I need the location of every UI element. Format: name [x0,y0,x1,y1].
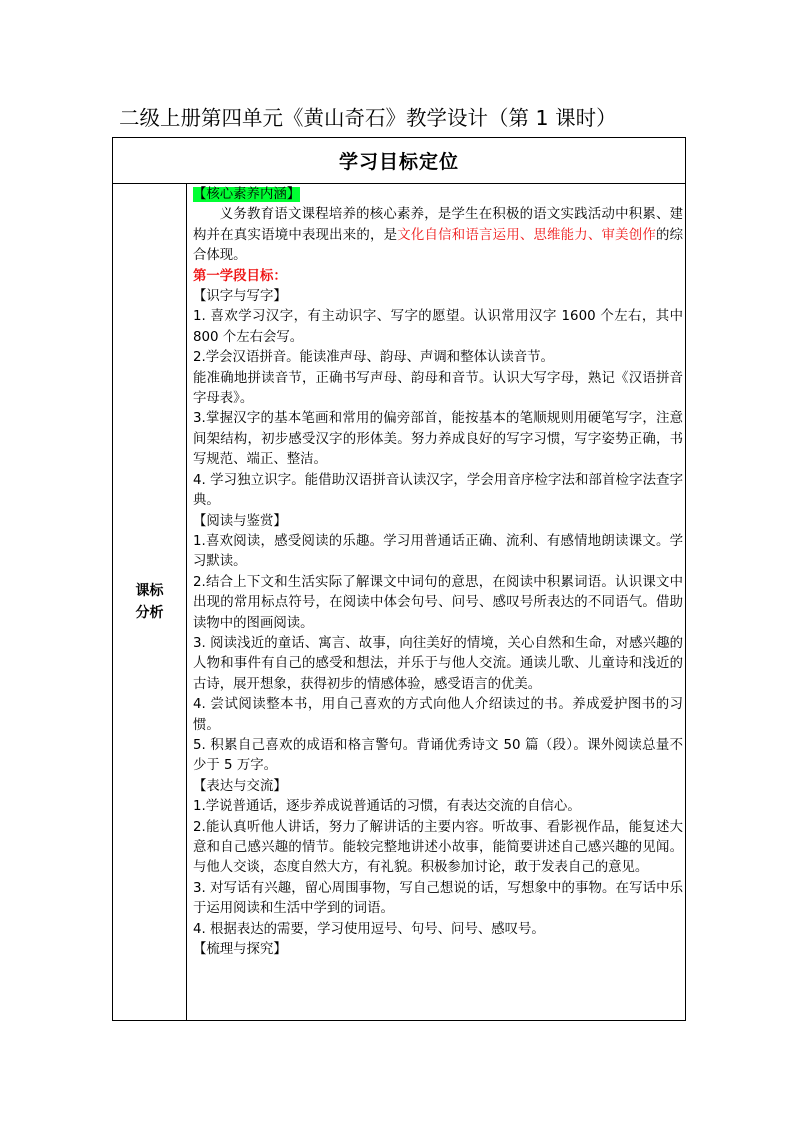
list-item: 4. 根据表达的需要，学习使用逗号、句号、问号、感叹号。 [193,921,545,937]
document-title: 二级上册第四单元《黄山奇石》教学设计（第 1 课时） [119,106,617,130]
list-item: 1.学说普通话，逐步养成说普通话的习惯，有表达交流的自信心。 [193,799,581,815]
section-title-inquiry: 【梳理与探究】 [193,942,287,958]
section-title-reading: 【阅读与鉴赏】 [193,513,287,529]
list-item: 4. 学习独立识字。能借助汉语拼音认读汉字，学会用音序检字法和部首检字法查字典。 [193,472,683,509]
row-label: 课标分析 [135,583,164,621]
list-item: 1. 喜欢学习汉字，有主动识字、写字的愿望。认识常用汉字 1600 个左右，其中 800 个左右会写。 [193,309,683,345]
list-item: 5. 积累自己喜欢的成语和格言警句。背诵优秀诗文 50 篇（段）。课外阅读总量不少于 5 万字。 [193,737,683,774]
stage-title: 第一学段目标： [193,268,287,284]
core-text-part1: 义务教育语文课程培养的核心素养，是学生在积极的语文实践活动中积累、建构并在真实语境中表现出来的，是 [193,207,683,243]
list-item: 4. 尝试阅读整本书，用自己喜欢的方式向他人介绍读过的书。养成爱护图书的习惯。 [193,697,683,733]
list-item: 2.学会汉语拼音。能读准声母、韵母、声调和整体认读音节。 [193,350,554,366]
list-item: 1.喜欢阅读，感受阅读的乐趣。学习用普通话正确、流利、有感情地朗读课文。学习默读。 [193,533,683,570]
table-header: 学习目标定位 [338,151,459,173]
section-title-expression: 【表达与交流】 [193,778,287,794]
core-text-emphasis: 文化自信和语言运用、思维能力、审美创作 [397,227,656,243]
table-header-row [113,138,685,184]
row-label-cell [113,184,187,1020]
core-paragraph [193,205,683,266]
list-item: 2.能认真听他人讲话，努力了解讲话的主要内容。听故事、看影视作品，能复述大意和自己感兴趣的情节。能较完整地讲述小故事，能简要讲述自己感兴趣的见闻。与他人交谈，态度自然大方，有礼貌。积极参加讨论，敢于发表自己的意见。 [193,819,683,876]
core-text-part2: 的综合体现。 [193,227,684,264]
list-item: 3.掌握汉字的基本笔画和常用的偏旁部首，能按基本的笔顺规则用硬笔写字，注意间架结构，初步感受汉字的形体美。努力养成良好的写字习惯，写字姿势正确，书写规范、端正、整洁。 [193,411,683,468]
content-cell [193,185,683,960]
list-item: 2.结合上下文和生活实际了解课文中词句的意思，在阅读中积累词语。认识课文中出现的常用标点符号，在阅读中体会句号、问号、感叹号所表达的不同语气。借助读物中的图画阅读。 [193,574,683,631]
section-title-literacy: 【识字与写字】 [193,289,287,305]
list-item: 3. 阅读浅近的童话、寓言、故事，向往美好的情境，关心自然和生命，对感兴趣的人物和事件有自己的感受和想法，并乐于与他人交流。通读儿歌、儿童诗和浅近的古诗，展开想象，获得初步的情感体验，感受语言的优美。 [193,635,683,692]
core-section-tag [193,185,683,205]
list-item: 能准确地拼读音节，正确书写声母、韵母和音节。认识大写字母，熟记《汉语拼音字母表》。 [193,370,683,407]
list-item: 3. 对写话有兴趣，留心周围事物，写自己想说的话，写想象中的事物。在写话中乐于运用阅读和生活中学到的词语。 [193,880,683,917]
core-tag: 【核心素养内涵】 [193,187,301,202]
objectives-table [112,137,686,1021]
